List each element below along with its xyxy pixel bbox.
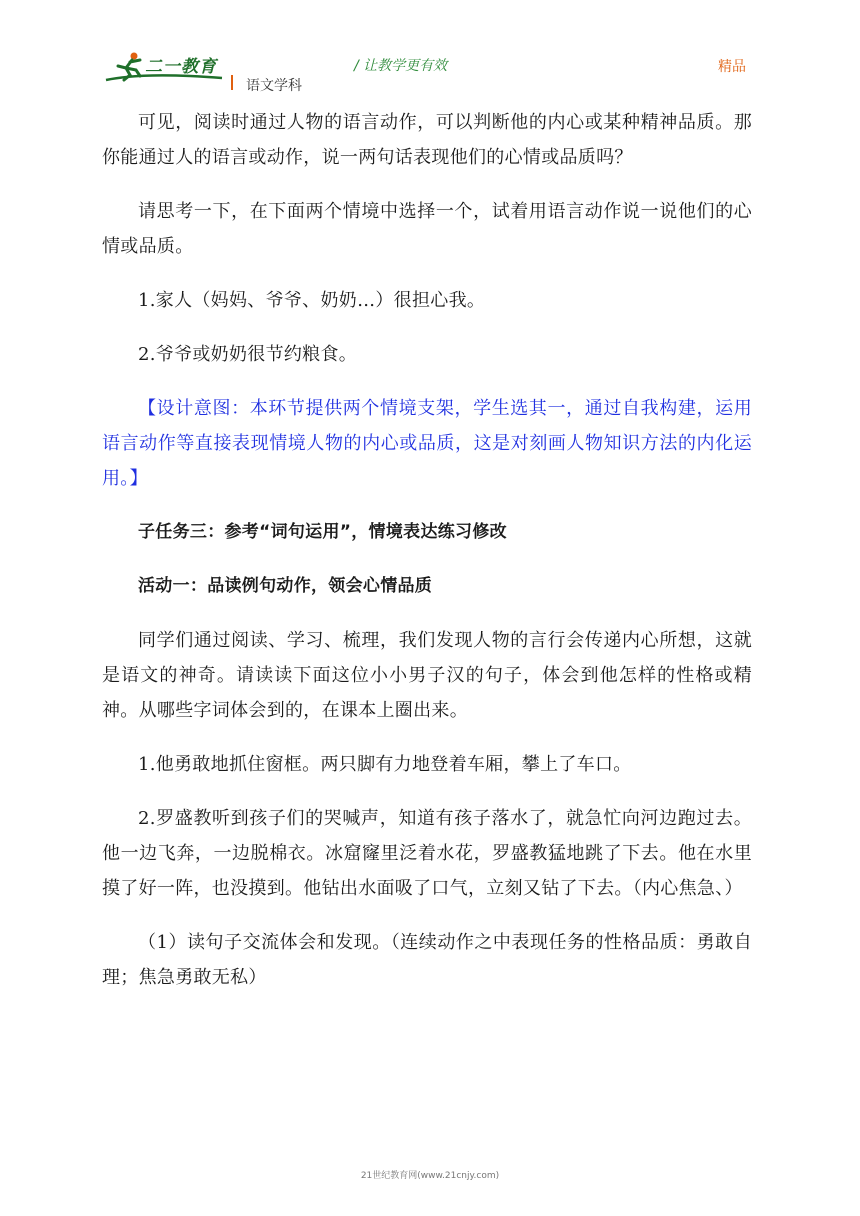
page-header bbox=[0, 0, 860, 100]
list-item: 2.爷爷或奶奶很节约粮食。 bbox=[138, 344, 358, 365]
list-item: 1.家人（妈妈、爷爷、奶奶…）很担心我。 bbox=[138, 290, 486, 311]
header-slogan: / 让教学更有效 bbox=[354, 58, 448, 74]
paragraph: （1）读句子交流体会和发现。（连续动作之中表现任务的性格品质：勇敢自理；焦急勇敢无私） bbox=[102, 932, 752, 988]
quality-badge: 精品 bbox=[718, 59, 746, 75]
header-divider bbox=[231, 75, 233, 90]
paragraph: 请思考一下，在下面两个情境中选择一个，试着用语言动作说一说他们的心情或品质。 bbox=[102, 201, 752, 257]
activity-heading: 活动一：品读例句动作，领会心情品质 bbox=[138, 576, 433, 596]
document-body bbox=[102, 105, 752, 1014]
example-sentence: 2.罗盛教听到孩子们的哭喊声，知道有孩子落水了，就急忙向河边跑过去。他一边飞奔，一边脱棉衣。冰窟窿里泛着水花，罗盛教猛地跳了下去。他在水里摸了好一阵，也没摸到。他钻出水面吸了口气，立刻又钻了下去。（内心焦急、） bbox=[102, 808, 752, 899]
section-heading: 子任务三：参考“词句运用”，情境表达练习修改 bbox=[138, 522, 507, 542]
page-footer: 21世纪教育网(www.21cnjy.com) bbox=[360, 1171, 500, 1181]
design-intent-note: 【设计意图：本环节提供两个情境支架，学生选其一，通过自我构建，运用语言动作等直接表现情境人物的内心或品质，这是对刻画人物知识方法的内化运用。】 bbox=[102, 398, 752, 489]
paragraph: 同学们通过阅读、学习、梳理，我们发现人物的言行会传递内心所想，这就是语文的神奇。请读读下面这位小小男子汉的句子，体会到他怎样的性格或精神。从哪些字词体会到的，在课本上圈出来。 bbox=[102, 630, 752, 721]
example-sentence: 1.他勇敢地抓住窗框。两只脚有力地登着车厢，攀上了车口。 bbox=[138, 754, 632, 775]
subject-label: 语文学科 bbox=[246, 78, 302, 94]
logo-text: 二一教育 bbox=[145, 57, 217, 77]
paragraph: 可见，阅读时通过人物的语言动作，可以判断他的内心或某种精神品质。那你能通过人的语言或动作，说一两句话表现他们的心情或品质吗？ bbox=[102, 112, 752, 168]
